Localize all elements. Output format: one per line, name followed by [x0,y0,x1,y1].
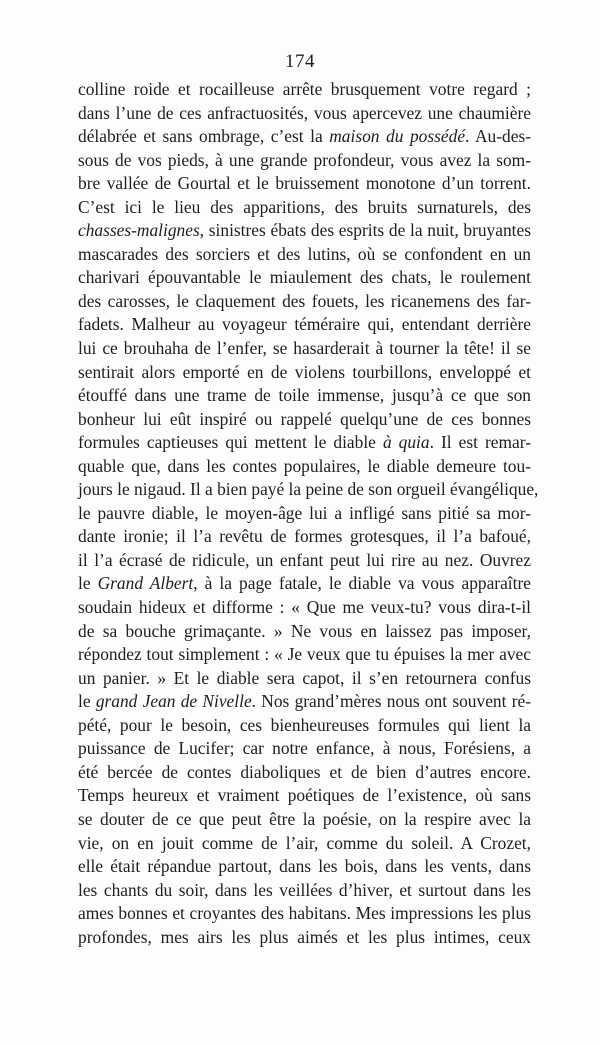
text-run: fadets. Malheur au voyageur téméraire qui, entendant derrière [78,314,531,335]
italic-run: chasses-malignes [78,220,200,241]
text-line [78,290,531,314]
text-line [78,172,531,196]
text-line [78,761,531,785]
text-run: formules captieuses qui mettent le diable [78,432,383,453]
text-run: vie, on en jouit comme de l’air, comme du soleil. A Crozet, [78,832,531,853]
text-run: . Nos grand’mères nous ont souvent ré- [251,691,532,712]
text-run: lui ce brouhaha de l’enfer, se hasarderait à tourner la tête! il se [78,338,531,359]
text-run: un panier. » Et le diable sera capot, il s’en retournera confus [78,667,531,688]
text-run: charivari épouvantable le miaulement des chats, le roulement [78,267,531,288]
text-run: quable que, dans les contes populaires, le diable demeure tou- [78,455,531,476]
text-run: répondez tout simplement : « Je veux que tu épuises la mer avec [78,644,531,665]
text-line [78,879,531,903]
text-line [78,549,531,573]
text-line [78,431,531,455]
text-run: . Au-des- [465,126,532,147]
text-run: ames bonnes et croyantes des habitans. Mes impressions les plus [78,903,531,924]
text-run: pété, pour le besoin, ces bienheureuses formules qui lient la [78,714,531,735]
text-run: été bercée de contes diaboliques et de bien d’autres encore. [78,761,531,782]
text-run: le pauvre diable, le moyen-âge lui a infligé sans pitié sa mor- [78,502,531,523]
text-run: de sa bouche grimaçante. » Ne vous en laissez pas imposer, [78,620,531,641]
text-line [78,125,531,149]
text-line [78,855,531,879]
text-line [78,926,531,950]
text-run: puissance de Lucifer; car notre enfance, à nous, Forésiens, a [78,738,531,759]
text-run: dans l’une de ces anfractuosités, vous apercevez une chaumière [78,102,531,123]
text-line [78,313,531,337]
italic-run: à quia [382,432,430,453]
text-run: , sinistres ébats des esprits de la nuit, bruyantes [199,220,531,241]
text-line [78,832,531,856]
text-run: colline roide et rocailleuse arrête brusquement votre regard ; [78,79,531,99]
text-line [78,572,531,596]
text-run: bre vallée de Gourtal et le bruissement monotone d’un torrent. [78,173,531,194]
italic-run: Grand Albert [97,573,194,594]
text-line [78,384,531,408]
text-line [78,714,531,738]
text-line [78,525,531,549]
text-run: les chants du soir, dans les veillées d’hiver, et surtout dans les [78,879,531,900]
text-line [78,737,531,761]
text-line [78,667,531,691]
text-run: sous de vos pieds, à une grande profondeur, vous avez la som- [78,149,531,170]
text-line [78,219,531,243]
text-line [78,196,531,220]
text-line [78,337,531,361]
text-run: sentirait alors emporté en de violens tourbillons, enveloppé et [78,361,531,382]
text-run: C’est ici le lieu des apparitions, des bruits surnaturels, des [78,196,531,217]
text-run: le [78,691,96,712]
text-line [78,902,531,926]
text-run: dante ironie; il l’a revêtu de formes grotesques, il l’a bafoué, [78,526,531,547]
text-line [78,102,531,126]
italic-run: maison du possédé [329,126,466,147]
text-line [78,243,531,267]
text-line [78,643,531,667]
text-run: le [78,573,98,594]
text-line [78,149,531,173]
text-run: délabrée et sans ombrage, c’est la [78,126,330,147]
text-line [78,620,531,644]
text-line [78,502,531,526]
text-line [78,455,531,479]
text-line [78,78,531,102]
text-run: profondes, mes airs les plus aimés et les plus intimes, ceux [78,926,531,947]
text-run: jours le nigaud. Il a bien payé la peine de son orgueil évangélique, [78,479,539,500]
italic-run: grand Jean de Nivelle [95,691,252,712]
text-line [78,808,531,832]
text-run: mascarades des sorciers et des lutins, où se confondent en un [78,243,531,264]
text-run: elle était répandue partout, dans les bois, dans les vents, dans [78,856,531,877]
text-line [78,784,531,808]
text-line [78,478,539,502]
text-run: . Il est remar- [429,432,531,453]
text-run: bonheur lui eût inspiré ou rappelé quelqu’une de ces bonnes [78,408,531,429]
text-line [78,690,531,714]
text-line [78,408,531,432]
body-text [78,78,539,949]
text-run: des carosses, le claquement des fouets, les ricanemens des far- [78,290,531,311]
text-line [78,361,531,385]
text-run: étouffé dans une trame de toile immense, jusqu’à ce que son [78,385,531,406]
text-run: , à la page fatale, le diable va vous apparaître [193,573,531,594]
text-run: Temps heureux et vraiment poétiques de l’existence, où sans [78,785,531,806]
page-number: 174 [285,51,315,72]
text-run: soudain hideux et difforme : « Que me veux-tu? vous dira-t-il [78,597,531,618]
text-run: il l’a écrasé de ridicule, un enfant peut lui rire au nez. Ouvrez [78,549,531,570]
text-line [78,266,531,290]
text-line [78,596,531,620]
text-run: se douter de ce que peut être la poésie, on la respire avec la [78,808,531,829]
